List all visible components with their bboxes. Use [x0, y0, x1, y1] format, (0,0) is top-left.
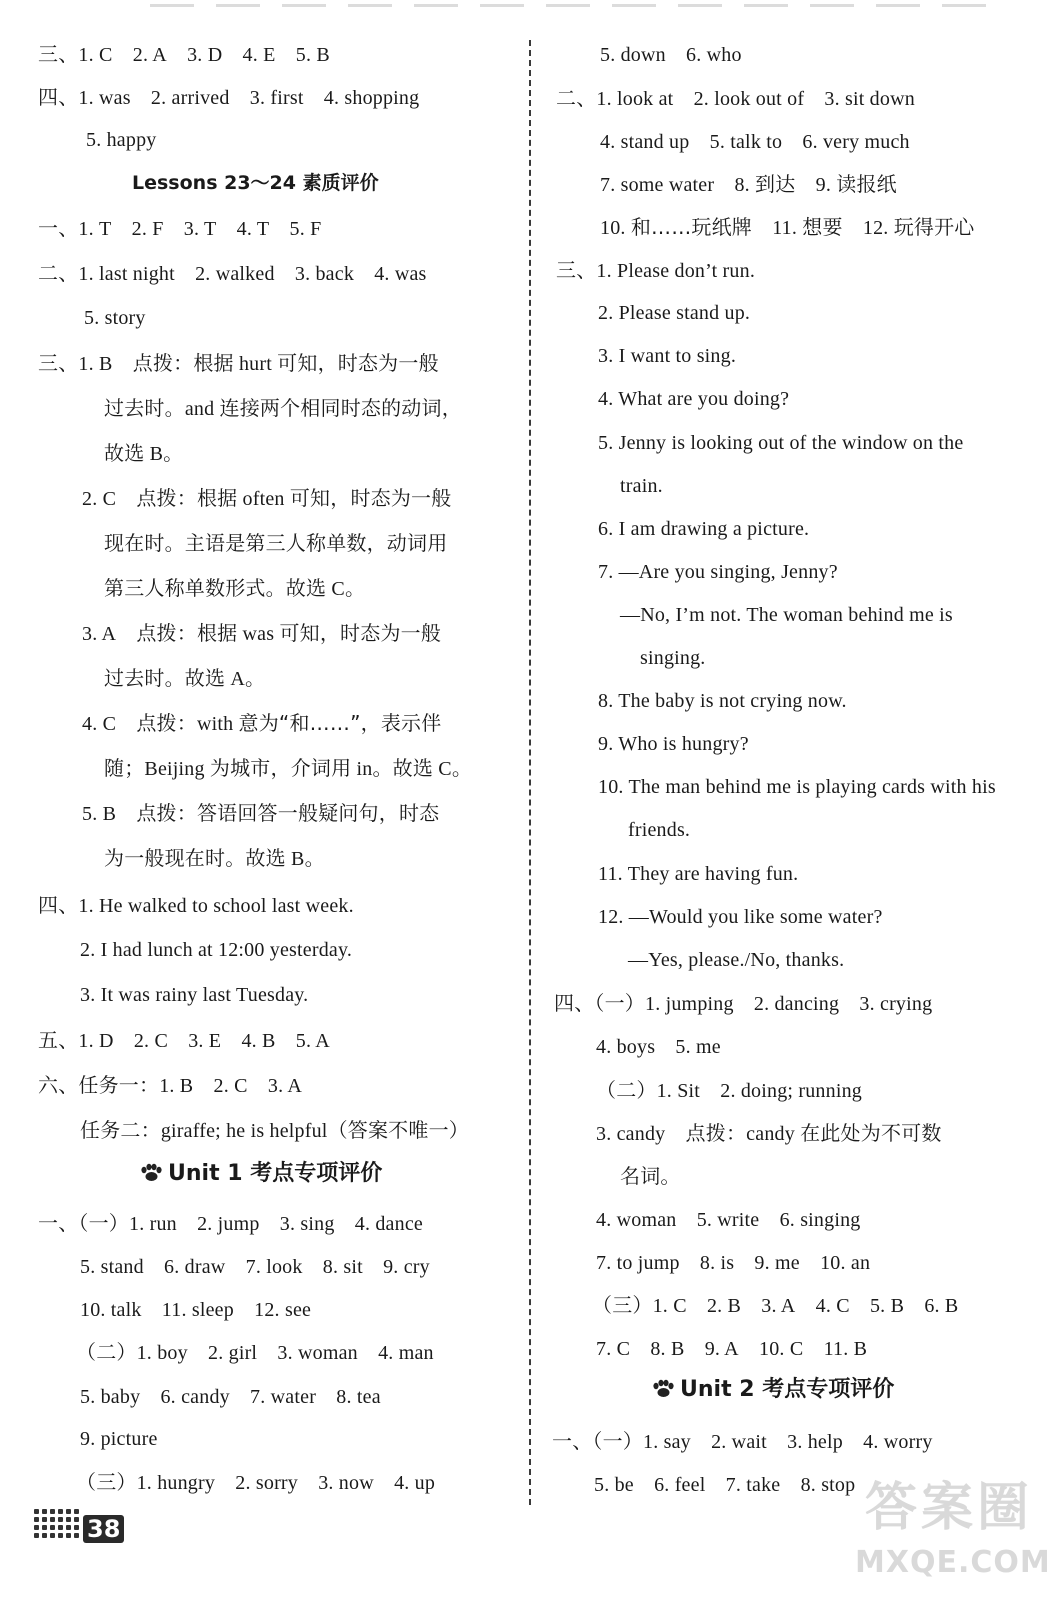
right-answer-line: 11. They are having fun. [598, 863, 799, 885]
left-answer-line: 5. story [84, 307, 146, 329]
left-answer-line: 4. C 点拨：with 意为“和……”，表示伴 [82, 711, 442, 735]
left-answer-line: 三、1. B 点拨：根据 hurt 可知，时态为一般 [38, 351, 439, 375]
left-section-heading [140, 1162, 382, 1185]
left-answer-line: 故选 B。 [104, 441, 184, 465]
heading-text: Unit 1 考点专项评价 [168, 1161, 383, 1186]
right-answer-line: 5. down 6. who [600, 44, 742, 66]
right-answer-line: 四、（一）1. jumping 2. dancing 3. crying [554, 991, 933, 1015]
left-answer-line: 四、1. He walked to school last week. [38, 893, 354, 917]
page-number: 38 [83, 1515, 124, 1543]
left-answer-line: 一、（一）1. run 2. jump 3. sing 4. dance [38, 1211, 423, 1235]
left-answer-line: 现在时。主语是第三人称单数，动词用 [104, 531, 448, 555]
dot-grid-decoration [34, 1509, 80, 1539]
right-answer-line: 7. —Are you singing, Jenny? [598, 561, 838, 583]
left-answer-line: 9. picture [80, 1428, 158, 1450]
right-answer-line: friends. [628, 819, 691, 841]
column-divider [529, 40, 531, 1505]
right-answer-line: 4. woman 5. write 6. singing [596, 1209, 861, 1231]
left-answer-line: 六、任务一：1. B 2. C 3. A [38, 1073, 303, 1097]
left-answer-line: 过去时。故选 A。 [104, 666, 266, 690]
right-answer-line: 12. —Would you like some water? [598, 906, 883, 928]
right-answer-line: singing. [640, 647, 706, 669]
left-answer-line: 过去时。and 连接两个相同时态的动词， [104, 396, 462, 420]
left-answer-line: （三）1. hungry 2. sorry 3. now 4. up [76, 1470, 436, 1494]
left-section-heading [132, 174, 379, 193]
right-answer-line: 4. What are you doing? [598, 388, 790, 410]
right-answer-line: 7. to jump 8. is 9. me 10. an [596, 1252, 871, 1274]
left-answer-line: 一、1. T 2. F 3. T 4. T 5. F [38, 216, 322, 240]
left-answer-line: 3. It was rainy last Tuesday. [80, 984, 309, 1006]
right-answer-line: 5. Jenny is looking out of the window on the [598, 432, 964, 454]
right-answer-line: 8. The baby is not crying now. [598, 690, 847, 712]
right-answer-line: 二、1. look at 2. look out of 3. sit down [556, 86, 915, 110]
left-answer-line: 三、1. C 2. A 3. D 4. E 5. B [38, 42, 330, 66]
left-answer-line: 2. I had lunch at 12:00 yesterday. [80, 939, 353, 961]
right-answer-line: （三）1. C 2. B 3. A 4. C 5. B 6. B [592, 1293, 959, 1317]
right-answer-line: 三、1. Please don’t run. [556, 258, 756, 282]
watermark-bottom-text: MXQE.COM [855, 1545, 1051, 1580]
watermark-top-text: 答案圈 [865, 1478, 1034, 1538]
right-answer-line: 9. Who is hungry? [598, 733, 749, 755]
right-answer-line: 10. The man behind me is playing cards with his [598, 776, 996, 798]
left-answer-line: 10. talk 11. sleep 12. see [80, 1299, 312, 1321]
right-section-heading [652, 1378, 894, 1401]
right-answer-line: 10. 和……玩纸牌 11. 想要 12. 玩得开心 [600, 215, 975, 239]
left-answer-line: 五、1. D 2. C 3. E 4. B 5. A [38, 1028, 330, 1052]
right-answer-line: —No, I’m not. The woman behind me is [620, 604, 953, 626]
right-answer-line: 7. C 8. B 9. A 10. C 11. B [596, 1338, 868, 1360]
left-answer-line: 四、1. was 2. arrived 3. first 4. shopping [38, 85, 420, 109]
right-answer-line: 3. candy 点拨：candy 在此处为不可数 [596, 1121, 942, 1145]
left-answer-line: 第三人称单数形式。故选 C。 [104, 576, 366, 600]
left-answer-line: 5. baby 6. candy 7. water 8. tea [80, 1386, 381, 1408]
right-answer-line: 2. Please stand up. [598, 302, 751, 324]
left-answer-line: 为一般现在时。故选 B。 [104, 846, 325, 870]
right-answer-line: 4. boys 5. me [596, 1036, 721, 1058]
left-answer-line: 任务二：giraffe; he is helpful（答案不唯一） [80, 1118, 469, 1142]
right-answer-line: 7. some water 8. 到达 9. 读报纸 [600, 172, 897, 196]
left-answer-line: 二、1. last night 2. walked 3. back 4. was [38, 261, 427, 285]
page-number-badge [34, 1507, 124, 1543]
paw-icon [652, 1378, 674, 1398]
paw-icon [140, 1162, 162, 1182]
left-answer-line: 5. happy [86, 129, 157, 151]
right-answer-line: train. [620, 475, 663, 497]
left-answer-line: 3. A 点拨：根据 was 可知，时态为一般 [82, 621, 442, 645]
right-answer-line: （二）1. Sit 2. doing; running [596, 1078, 862, 1102]
right-answer-line: 3. I want to sing. [598, 345, 737, 367]
right-answer-line: 一、（一）1. say 2. wait 3. help 4. worry [552, 1429, 933, 1453]
right-answer-line: 6. I am drawing a picture. [598, 518, 810, 540]
right-answer-line: 5. be 6. feel 7. take 8. stop [594, 1474, 856, 1496]
left-answer-line: 2. C 点拨：根据 often 可知，时态为一般 [82, 486, 452, 510]
right-answer-line: 名词。 [620, 1164, 681, 1188]
left-answer-line: 5. stand 6. draw 7. look 8. sit 9. cry [80, 1256, 430, 1278]
right-answer-line: —Yes, please./No, thanks. [628, 949, 845, 971]
heading-text: Unit 2 考点专项评价 [680, 1377, 895, 1402]
watermark-logo [835, 1478, 1051, 1590]
left-answer-line: （二）1. boy 2. girl 3. woman 4. man [76, 1340, 434, 1364]
right-answer-line: 4. stand up 5. talk to 6. very much [600, 131, 910, 153]
left-answer-line: 随；Beijing 为城市，介词用 in。故选 C。 [104, 756, 473, 780]
left-answer-line: 5. B 点拨：答语回答一般疑问句，时态 [82, 801, 440, 825]
heading-text: Lessons 23～24 素质评价 [132, 172, 379, 194]
